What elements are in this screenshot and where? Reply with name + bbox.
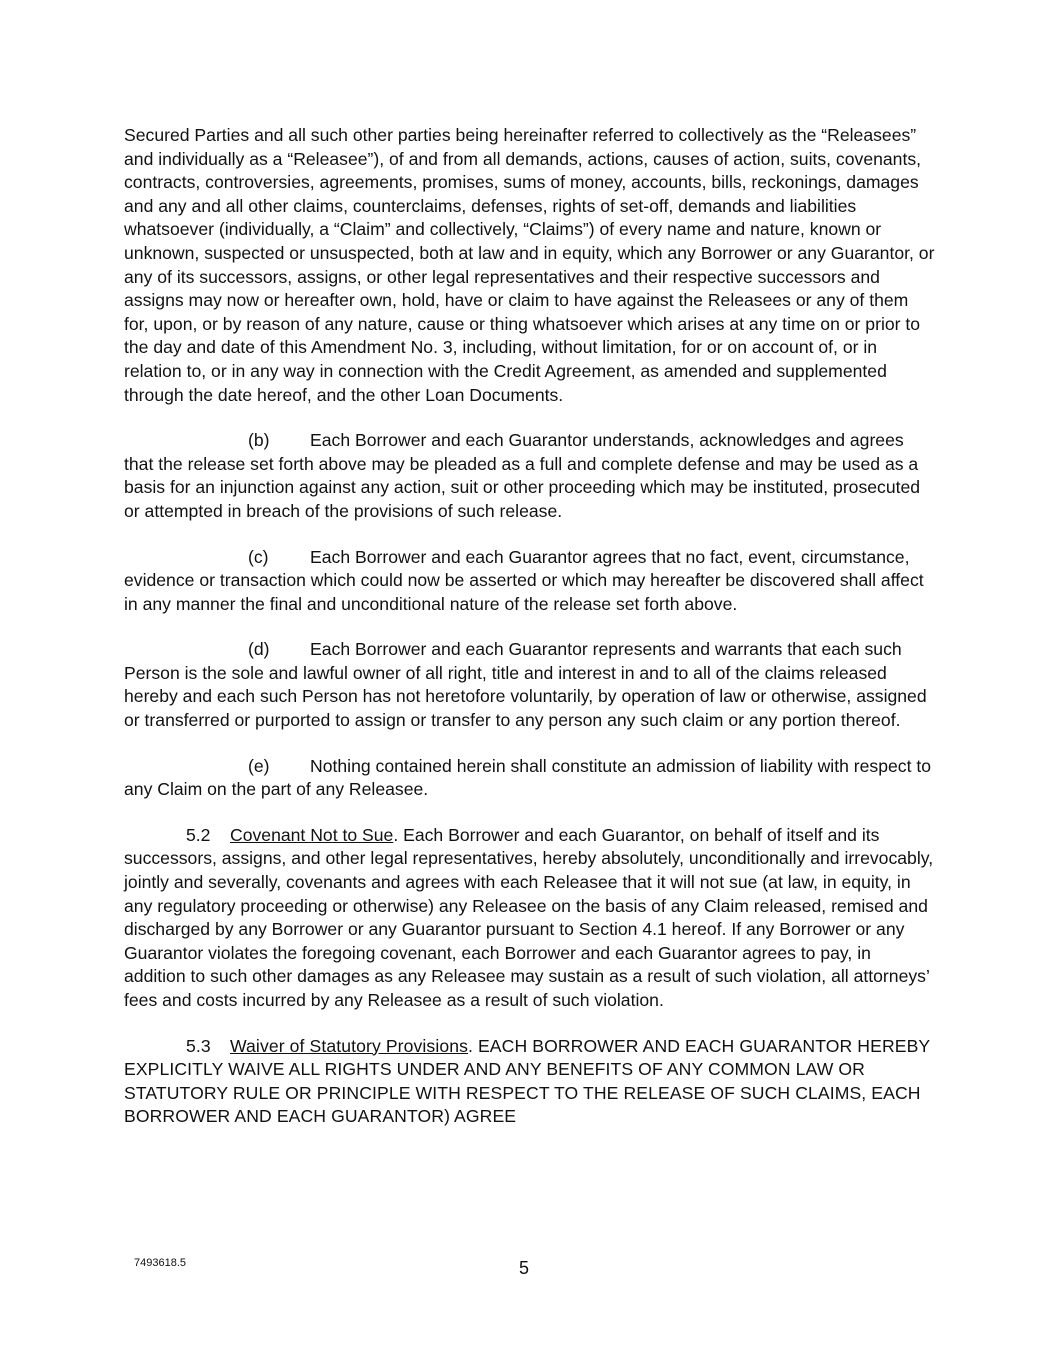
subsection-e-text: Nothing contained herein shall constitute an admission of liability with respect to any Claim on the part of any Releasee. [124,755,932,800]
section-5-2-text: . Each Borrower and each Guarantor, on behalf of itself and its successors, assigns, and other legal representatives, hereby absolutely, unconditionally and irrevocably, jointly and severally, covenants and agrees with each Releasee that it will not sue (at law, in equity, in any regulatory proceeding or otherwise) any Releasee on the basis of any Claim released, remised and discharged by any Borrower or any Guarantor pursuant to Section 4.1 hereof. If any Borrower or any Guarantor violates the foregoing covenant, each Borrower and each Guarantor agrees to pay, in addition to such other damages as any Releasee may sustain as a result of such violation, all attorneys’ fees and costs incurred by any Releasee as a result of such violation. [124,824,934,1010]
subsection-c [124,546,936,617]
subsection-b-text: Each Borrower and each Guarantor understands, acknowledges and agrees that the release set forth above may be pleaded as a full and complete defense and may be used as a basis for an injunction against any action, suit or other proceeding which may be instituted, prosecuted or attempted in breach of the provisions of such release. [124,430,921,521]
footer-document-id: 7493618.5 [134,1257,186,1269]
subsection-d-text: Each Borrower and each Guarantor represents and warrants that each such Person is the sole and lawful owner of all right, title and interest in and to all of the claims released hereby and each such Person has not heretofore voluntarily, by operation of law or otherwise, assigned or transferred or purported to assign or transfer to any person any such claim or any portion thereof. [124,639,927,731]
footer-page-number: 5 [519,1258,530,1278]
section-5-3 [124,1035,936,1129]
section-5-2-title: Covenant Not to Sue [230,824,394,845]
section-5-3-number: 5.3 [186,1035,211,1056]
section-5-2-number: 5.2 [186,824,211,845]
subsection-c-text: Each Borrower and each Guarantor agrees that no fact, event, circumstance, evidence or transaction which could now be asserted or which may hereafter be discovered shall affect in any manner the final and unconditional nature of the release set forth above. [124,546,924,614]
section-5-3-title: Waiver of Statutory Provisions [230,1035,468,1056]
paragraph-release-continuation: Secured Parties and all such other parties being hereinafter referred to collectively as the “Releasees” and individually as a “Releasee”), of and from all demands, actions, causes of action, suits, covenants, contracts, controversies, agreements, promises, sums of money, accounts, bills, reckonings, damages and any and all other claims, counterclaims, defenses, rights of set-off, demands and liabilities whatsoever (individually, a “Claim” and collectively, “Claims”) of every name and nature, known or unknown, suspected or unsuspected, both at law and in equity, which any Borrower or any Guarantor, or any of its successors, assigns, or other legal representatives and their respective successors and assigns may now or hereafter own, hold, have or claim to have against the Releasees or any of them for, upon, or by reason of any nature, cause or thing whatsoever which arises at any time on or prior to the day and date of this Amendment No. 3, including, without limitation, for or on account of, or in relation to, or in any way in connection with the Credit Agreement, as amended and supplemented through the date hereof, and the other Loan Documents. [124,125,935,405]
section-5-2 [124,824,936,1013]
subsection-b-label: (b) [248,430,270,451]
subsection-b [124,429,936,523]
subsection-e [124,755,936,802]
subsection-e-label: (e) [248,755,270,776]
document-body [124,124,936,1151]
subsection-d [124,638,936,732]
subsection-c-label: (c) [248,546,269,567]
subsection-d-label: (d) [248,639,270,660]
section-5-3-text: . EACH BORROWER AND EACH GUARANTOR HEREBY EXPLICITLY WAIVE ALL RIGHTS UNDER AND ANY BENEFITS OF ANY COMMON LAW OR STATUTORY RULE OR PRINCIPLE WITH RESPECT TO THE RELEASE OF SUCH CLAIMS, EACH BORROWER AND EACH GUARANTOR) AGREE [124,1035,930,1127]
